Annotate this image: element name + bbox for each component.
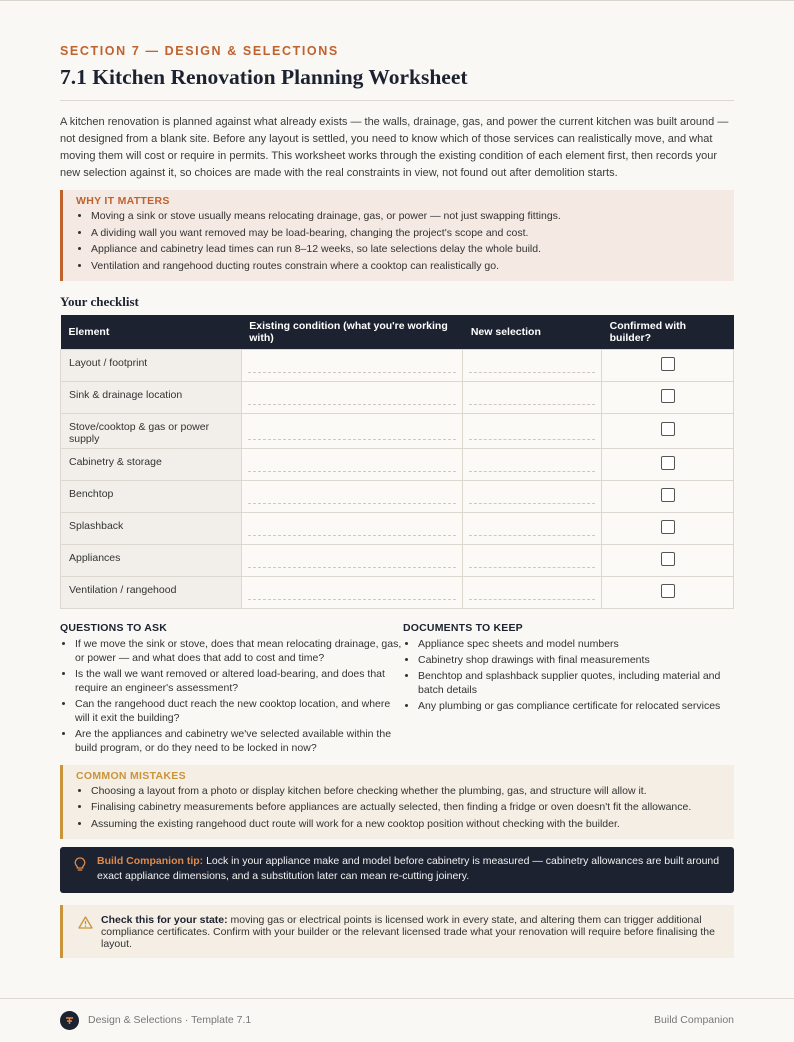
build-companion-tip: [60, 847, 734, 893]
checklist-heading: Your checklist: [60, 294, 139, 309]
confirmed-checkbox-cell: [602, 512, 734, 544]
tip-text: Lock in your appliance make and model before cabinetry is measured — cabinetry allowances are built around exact appliance dimensions, and a substitution later can mean re-cutting joinery.: [97, 855, 720, 882]
documents-list: [403, 637, 734, 713]
new-selection-field[interactable]: [463, 544, 602, 576]
confirmed-checkbox[interactable]: [661, 584, 675, 598]
list-item: • Is the wall we want removed or altered load-bearing, and does that require an engineer's assessment?: [75, 667, 403, 695]
confirmed-checkbox[interactable]: [661, 456, 675, 470]
intro-paragraph: A kitchen renovation is planned against what already exists — the walls, drainage, gas, and power the current kitchen was built around — not designed from a blank site. Before any layout is settled, you need to know which of those services can realistically move, and what moving them will cost or require in permits. This worksheet works through the existing condition of each element first, then records your new selection against it, so choices are made with the real constraints in view, not found out after demolition starts.: [60, 116, 729, 179]
list-item: • Assuming the existing rangehood duct route will work for a new cooktop position without checking with the builder.: [91, 816, 724, 833]
header-element: Element: [61, 315, 242, 349]
table-row: [61, 512, 734, 544]
confirmed-checkbox-cell: [602, 544, 734, 576]
list-item: • Can the rangehood duct reach the new cooktop location, and where will it exit the building?: [75, 697, 403, 725]
confirmed-checkbox-cell: [602, 480, 734, 512]
top-border: [0, 0, 794, 1]
state-check-lead: Check this for your state:: [101, 914, 228, 926]
table-row: [61, 381, 734, 413]
existing-condition-field[interactable]: [241, 512, 463, 544]
list-item: • If we move the sink or stove, does that mean relocating drainage, gas, or power — and what does that add to cost and time?: [75, 637, 403, 665]
new-selection-field[interactable]: [463, 448, 602, 480]
list-item: • Any plumbing or gas compliance certificate for relocated services: [418, 699, 734, 713]
list-item: • Moving a sink or stove usually means relocating drainage, gas, or power — not just swapping fittings.: [91, 208, 724, 225]
new-selection-field[interactable]: [463, 512, 602, 544]
header-confirmed: Confirmed with builder?: [602, 315, 734, 349]
new-selection-field[interactable]: [463, 480, 602, 512]
element-label: Layout / footprint: [61, 349, 242, 381]
section-label: SECTION 7 — DESIGN & SELECTIONS: [60, 44, 339, 58]
confirmed-checkbox-cell: [602, 576, 734, 608]
new-selection-field[interactable]: [463, 381, 602, 413]
footer-brand: Build Companion: [654, 1014, 734, 1026]
list-item: • Appliance and cabinetry lead times can run 8–12 weeks, so late selections delay the whole build.: [91, 241, 724, 258]
table-row: [61, 349, 734, 381]
confirmed-checkbox-cell: [602, 381, 734, 413]
table-header-row: [61, 315, 734, 349]
list-item: • A dividing wall you want removed may be load-bearing, changing the project's scope and cost.: [91, 225, 724, 242]
element-label: Stove/cooktop & gas or power supply: [61, 413, 242, 448]
build-companion-logo-icon: [60, 1011, 79, 1030]
documents-column: [403, 622, 734, 757]
existing-condition-field[interactable]: [241, 349, 463, 381]
confirmed-checkbox[interactable]: [661, 520, 675, 534]
element-label: Splashback: [61, 512, 242, 544]
list-item: • Are the appliances and cabinetry we've selected available within the build program, or do they need to be locked in now?: [75, 727, 403, 755]
list-item: • Cabinetry shop drawings with final measurements: [418, 653, 734, 667]
common-mistakes-list: [76, 783, 724, 833]
element-label: Benchtop: [61, 480, 242, 512]
questions-list: [60, 637, 403, 755]
confirmed-checkbox-cell: [602, 448, 734, 480]
list-item: • Choosing a layout from a photo or display kitchen before checking whether the plumbing, gas, and structure will allow it.: [91, 783, 724, 800]
page-title: 7.1 Kitchen Renovation Planning Worksheet: [60, 65, 468, 89]
element-label: Cabinetry & storage: [61, 448, 242, 480]
table-row: [61, 448, 734, 480]
why-it-matters-list: [76, 208, 724, 274]
confirmed-checkbox[interactable]: [661, 552, 675, 566]
existing-condition-field[interactable]: [241, 576, 463, 608]
checklist-table: [60, 315, 734, 609]
existing-condition-field[interactable]: [241, 480, 463, 512]
list-item: • Finalising cabinetry measurements before appliances are actually selected, then finding a fridge or oven doesn't fit the allowance.: [91, 799, 724, 816]
list-item: • Ventilation and rangehood ducting routes constrain where a cooktop can realistically go.: [91, 258, 724, 275]
questions-title: QUESTIONS TO ASK: [60, 621, 168, 634]
new-selection-field[interactable]: [463, 576, 602, 608]
table-row: [61, 544, 734, 576]
list-item: • Benchtop and splashback supplier quotes, including material and batch details: [418, 669, 734, 697]
table-row: [61, 576, 734, 608]
element-label: Appliances: [61, 544, 242, 576]
confirmed-checkbox[interactable]: [661, 488, 675, 502]
two-column-section: [60, 622, 734, 757]
existing-condition-field[interactable]: [241, 448, 463, 480]
why-it-matters-title: WHY IT MATTERS: [76, 195, 170, 207]
header-existing-condition: Existing condition (what you're working with): [241, 315, 463, 349]
element-label: Sink & drainage location: [61, 381, 242, 413]
questions-column: [60, 622, 403, 757]
confirmed-checkbox-cell: [602, 349, 734, 381]
title-divider: [60, 100, 734, 101]
footer-divider: [0, 998, 794, 999]
confirmed-checkbox-cell: [602, 413, 734, 448]
warning-icon: [78, 916, 93, 932]
footer-template-label: Design & Selections · Template 7.1: [88, 1014, 252, 1026]
lightbulb-icon: [74, 857, 86, 877]
confirmed-checkbox[interactable]: [661, 389, 675, 403]
confirmed-checkbox[interactable]: [661, 357, 675, 371]
page-footer: [60, 1011, 734, 1031]
common-mistakes-title: COMMON MISTAKES: [76, 769, 186, 782]
common-mistakes-box: [60, 765, 734, 840]
confirmed-checkbox[interactable]: [661, 422, 675, 436]
state-check-text: moving gas or electrical points is licensed work in every state, and altering them can trigger additional compliance certificates. Confirm with your builder or the relevant licensed trade what your renovation will require before finalising the layout.: [101, 914, 715, 950]
tip-lead: Build Companion tip:: [97, 855, 204, 867]
worksheet-page: [60, 44, 734, 958]
table-row: [61, 480, 734, 512]
existing-condition-field[interactable]: [241, 381, 463, 413]
why-it-matters-box: [60, 190, 734, 281]
new-selection-field[interactable]: [463, 413, 602, 448]
state-check-box: [60, 905, 734, 958]
new-selection-field[interactable]: [463, 349, 602, 381]
header-new-selection: New selection: [463, 315, 602, 349]
existing-condition-field[interactable]: [241, 544, 463, 576]
table-row: [61, 413, 734, 448]
element-label: Ventilation / rangehood: [61, 576, 242, 608]
existing-condition-field[interactable]: [241, 413, 463, 448]
list-item: • Appliance spec sheets and model numbers: [418, 637, 734, 651]
documents-title: DOCUMENTS TO KEEP: [403, 621, 523, 634]
